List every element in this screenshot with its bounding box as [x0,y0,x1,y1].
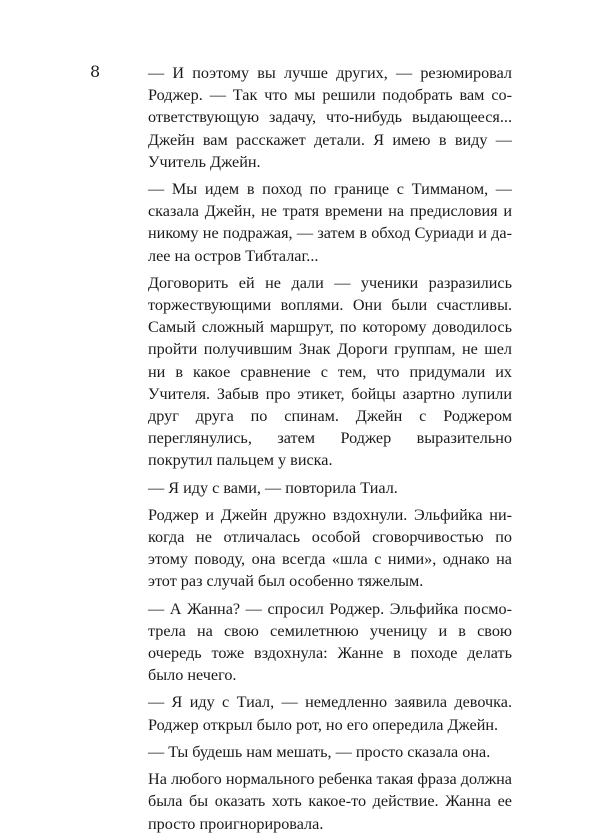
paragraph: Договорить ей не дали — ученики разразились торжествующими воплями. Они были счастливы. Самый сложный маршрут, по которому доводилось пройти получившим Знак Дороги группам, не шел ни в какое сравнение с тем, что придумали их Учителя. Забыв про этикет, бойцы азартно лупили друг друга по спинам. Джейн с Роджером переглянулись, затем Роджер выразительно покрутил пальцем у виска. [148,273,512,470]
paragraph: — Я иду с Тиал, — немедленно заявила девочка. Роджер открыл было рот, но его опередила Джейн. [148,693,512,734]
paragraph: — А Жанна? — спросил Роджер. Эльфийка посмотрела на свою семилетнюю ученицу и в свою очередь тоже вздохнула: Жанне в походе делать было нечего. [148,599,512,685]
paragraph: Роджер и Джейн дружно вздохнули. Эльфийка никогда не отличалась особой сговорчивостью по этому поводу, она всегда «шла с ними», однако на этот раз случай был особенно тяжелым. [148,505,512,591]
paragraph: — Ты будешь нам мешать, — просто сказала она. [148,742,491,761]
paragraph: — И поэтому вы лучше других, — резюмировал Роджер. — Так что мы решили подобрать вам соответствующую задачу, что-нибудь выдающееся... Джейн вам расскажет детали. Я имею в виду — Учитель Джейн. [148,64,512,171]
page-number: 8 [90,62,101,81]
body-text [148,62,512,840]
paragraph: — Мы идем в поход по границе с Тимманом, — сказала Джейн, не тратя времени на предисловия и никому не подражая, — затем в обход Суриади и далее на остров Тибталаг... [148,180,512,265]
paragraph: — Я иду с вами, — повторила Тиал. [148,478,398,497]
paragraph: На любого нормального ребенка такая фраза должна была бы оказать хоть какое-то действие. Жанна ее просто проигнорировала. [148,770,512,833]
